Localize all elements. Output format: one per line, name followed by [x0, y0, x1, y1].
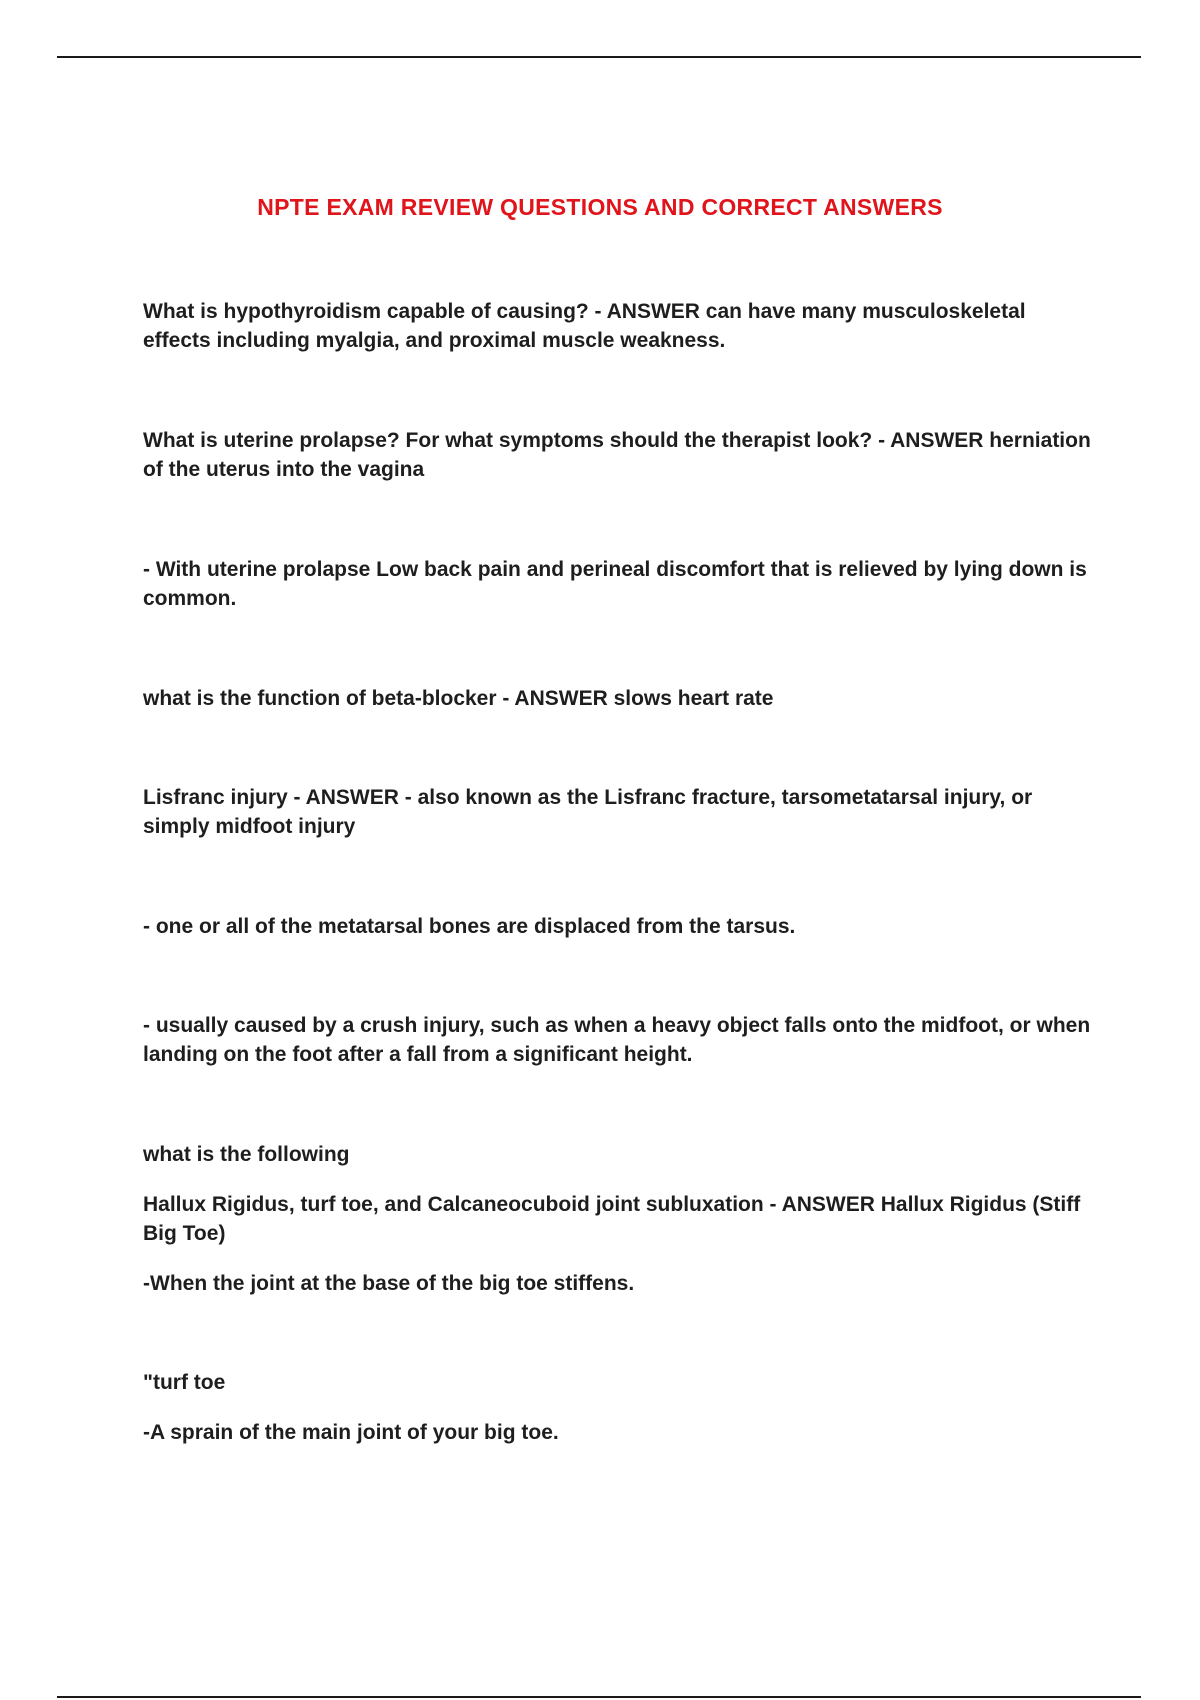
paragraph-turf-toe: "turf toe — [143, 1371, 226, 1394]
top-divider — [57, 56, 1141, 58]
paragraph-uterine-prolapse-symptoms: - With uterine prolapse Low back pain and perineal discomfort that is relieved by lying down is common. — [143, 558, 1087, 610]
paragraph-what-is-following: what is the following — [143, 1143, 350, 1166]
paragraph-hallux-rigidus: Hallux Rigidus, turf toe, and Calcaneocuboid joint subluxation - ANSWER Hallux Rigidus (Stiff Big Toe) — [143, 1193, 1081, 1245]
bottom-divider — [57, 1696, 1141, 1698]
document-title: NPTE EXAM REVIEW QUESTIONS AND CORRECT ANSWERS — [257, 194, 943, 220]
paragraph-hypothyroidism: What is hypothyroidism capable of causing? - ANSWER can have many musculoskeletal effects including myalgia, and proximal muscle weakness. — [143, 300, 1026, 352]
paragraph-lisfranc-cause: - usually caused by a crush injury, such as when a heavy object falls onto the midfoot, or when landing on the foot after a fall from a significant height. — [143, 1014, 1091, 1066]
paragraph-beta-blocker: what is the function of beta-blocker - ANSWER slows heart rate — [143, 687, 774, 710]
paragraph-lisfranc-injury: Lisfranc injury - ANSWER - also known as the Lisfranc fracture, tarsometatarsal injury, or simply midfoot injury — [143, 786, 1033, 838]
paragraph-uterine-prolapse: What is uterine prolapse? For what symptoms should the therapist look? - ANSWER herniation of the uterus into the vagina — [143, 429, 1091, 481]
paragraph-turf-toe-definition: -A sprain of the main joint of your big toe. — [143, 1421, 559, 1444]
paragraph-hallux-rigidus-definition: -When the joint at the base of the big toe stiffens. — [143, 1272, 635, 1295]
paragraph-lisfranc-displacement: - one or all of the metatarsal bones are displaced from the tarsus. — [143, 915, 796, 938]
